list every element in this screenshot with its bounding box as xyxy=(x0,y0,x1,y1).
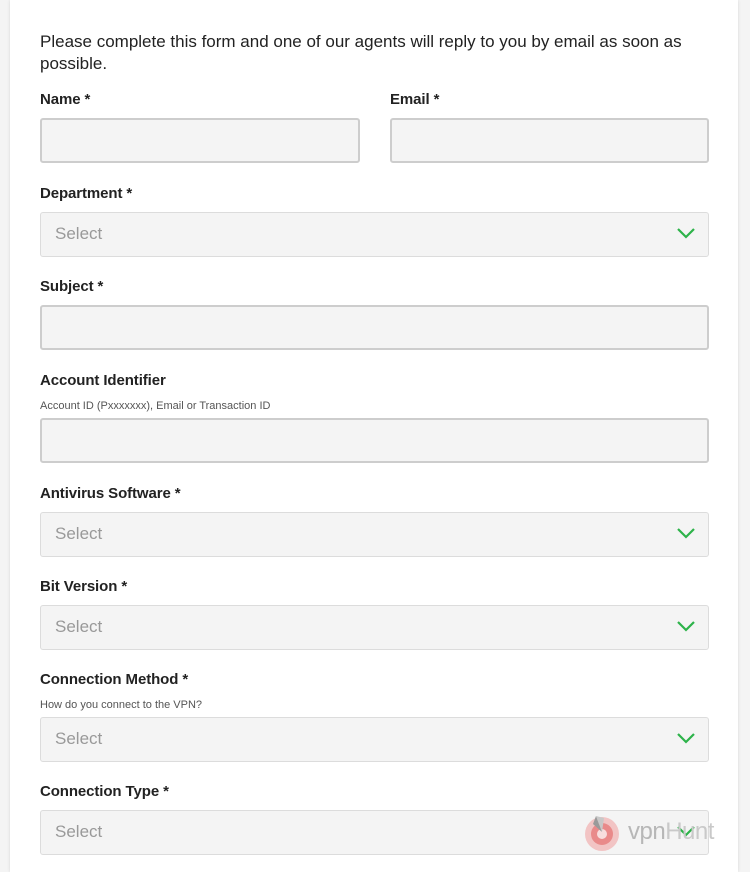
vpnhunt-watermark xyxy=(582,812,732,852)
email-label: Email * xyxy=(390,91,440,108)
name-label: Name * xyxy=(40,91,91,108)
antivirus-software-label: Antivirus Software * xyxy=(40,485,181,502)
bit-version-select-value: Select xyxy=(55,617,103,636)
subject-input[interactable] xyxy=(40,305,709,350)
antivirus-software-select-value: Select xyxy=(55,524,103,543)
antivirus-software-select[interactable] xyxy=(40,512,709,557)
watermark-brand-main: vpn xyxy=(628,818,666,845)
department-select-value: Select xyxy=(55,224,103,243)
account-identifier-input[interactable] xyxy=(40,418,709,463)
account-identifier-hint: Account ID (Pxxxxxxx), Email or Transaction ID xyxy=(40,400,271,412)
form-intro: Please complete this form and one of our agents will reply to you by email as soon as possible. xyxy=(40,32,682,73)
connection-method-select-value: Select xyxy=(55,729,103,748)
connection-method-label: Connection Method * xyxy=(40,671,189,688)
connection-type-label: Connection Type * xyxy=(40,783,169,800)
subject-label: Subject * xyxy=(40,278,104,295)
email-input[interactable] xyxy=(390,118,709,163)
chevron-down-icon xyxy=(676,619,696,633)
connection-method-hint: How do you connect to the VPN? xyxy=(40,699,203,711)
name-input[interactable] xyxy=(40,118,360,163)
department-label: Department * xyxy=(40,185,133,202)
bit-version-select[interactable] xyxy=(40,605,709,650)
chevron-down-icon xyxy=(676,226,696,240)
watermark-brand xyxy=(628,818,714,846)
department-select[interactable] xyxy=(40,212,709,257)
connection-method-select[interactable] xyxy=(40,717,709,762)
watermark-brand-accent: Hunt xyxy=(665,818,714,845)
target-logo-icon xyxy=(582,812,622,852)
connection-type-select-value: Select xyxy=(55,822,103,841)
chevron-down-icon xyxy=(676,731,696,745)
account-identifier-label: Account Identifier xyxy=(40,372,166,389)
contact-form-card xyxy=(10,0,738,872)
bit-version-label: Bit Version * xyxy=(40,578,128,595)
chevron-down-icon xyxy=(676,526,696,540)
